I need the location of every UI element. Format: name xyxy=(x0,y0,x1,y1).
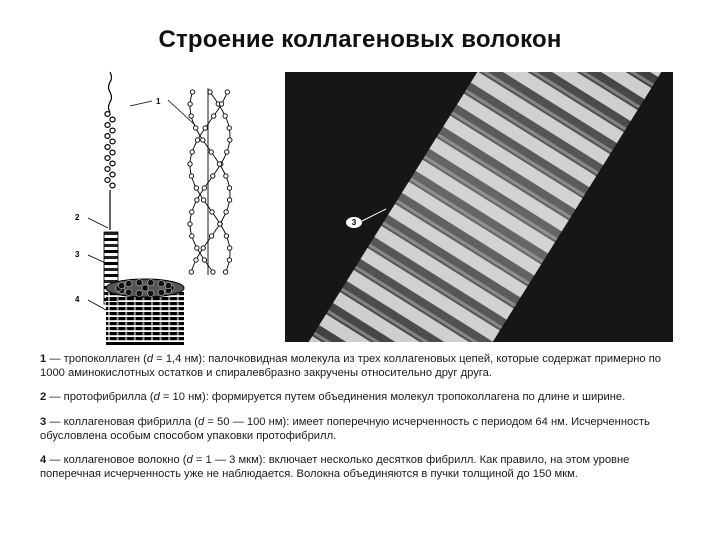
fiber-bundle xyxy=(106,279,184,345)
figure-label-2: 2 xyxy=(75,213,80,222)
figure-label-4: 4 xyxy=(75,295,80,304)
caption-item-3: 3 — коллагеновая фибрилла (d = 50 — 100 нм): имеет поперечную исчерченность с периодом 64 нм. Исчерченность обусловлена особым способом упаковки протофибрилл. xyxy=(40,415,650,442)
collagen-structure-diagram xyxy=(70,70,285,345)
triple-helix-magnified xyxy=(188,88,232,275)
caption xyxy=(40,352,686,491)
micrograph-leader xyxy=(360,205,390,225)
leader-line-2 xyxy=(88,218,108,228)
page-title: Строение коллагеновых волокон xyxy=(158,26,562,53)
micrograph-label: 3 xyxy=(346,217,362,228)
electron-micrograph xyxy=(285,72,673,342)
caption-item-2: 2 — протофибрилла (d = 10 нм): формируется путем объединения молекул тропоколлагена по длине и ширине. xyxy=(40,391,626,404)
helix-beads xyxy=(105,112,115,188)
leader-line-1 xyxy=(130,101,152,106)
diagram-svg xyxy=(70,70,285,345)
caption-item-4: 4 — коллагеновое волокно (d = 1 — 3 мкм): включает несколько десятков фибрилл. Как правило, на этом уровне поперечная исчерченность уже не наблюдается. Волокна объединяются в пучки толщиной до 150 мкм. xyxy=(40,454,630,481)
leader-line-4 xyxy=(88,300,106,310)
figure-label-1: 1 xyxy=(156,97,161,106)
caption-item-1: 1 — тропоколлаген (d = 1,4 нм): палочковидная молекула из трех коллагеновых цепей, которые содержат примерно по 1000 аминокислотных остатков и спиралевбразно закручены относительно друг друга. xyxy=(40,353,662,380)
figure-label-3: 3 xyxy=(75,250,80,259)
tropocollagen-strand xyxy=(109,72,112,112)
micrograph-svg xyxy=(285,72,673,342)
